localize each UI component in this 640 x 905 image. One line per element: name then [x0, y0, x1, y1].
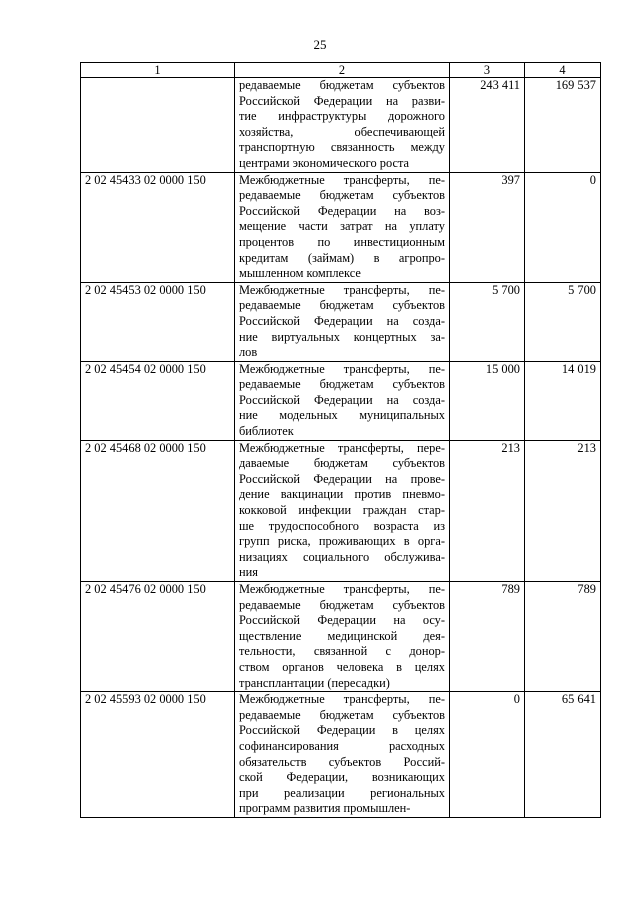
description-line: обязательств субъектов Россий-	[239, 754, 445, 769]
description-line: мышленном комплексе	[239, 266, 361, 281]
description-line: хозяйства, обеспечивающей	[239, 124, 445, 139]
description-line: тие инфраструктуры дорожного	[239, 109, 445, 124]
row-value-col3: 5 700	[450, 282, 525, 361]
table-row	[81, 692, 601, 818]
header-col-2: 2	[235, 63, 450, 78]
row-value-col3: 0	[450, 692, 525, 818]
description-line: библиотек	[239, 424, 294, 439]
description-line: ством органов человека в целях	[239, 659, 445, 674]
description-line: ской Федерации, возникающих	[239, 770, 445, 785]
row-code: 2 02 45453 02 0000 150	[81, 282, 235, 361]
table-row	[81, 78, 601, 173]
description-line: Межбюджетные трансферты, пе-	[239, 282, 445, 297]
description-line: редаваемые бюджетам субъектов	[239, 707, 445, 722]
description-line: Российской Федерации на воз-	[239, 203, 445, 218]
description-line: тельности, связанной с донор-	[239, 644, 445, 659]
row-value-col3: 213	[450, 440, 525, 581]
row-description	[235, 172, 450, 282]
row-description	[235, 582, 450, 692]
row-value-col3: 243 411	[450, 78, 525, 173]
description-line: Российской Федерации на созда-	[239, 392, 445, 407]
row-description	[235, 361, 450, 440]
description-line: трансплантации (пересадки)	[239, 675, 390, 690]
header-col-4: 4	[525, 63, 601, 78]
row-code: 2 02 45433 02 0000 150	[81, 172, 235, 282]
description-line: мещение части затрат на уплату	[239, 219, 445, 234]
description-line: ществление медицинской дея-	[239, 628, 445, 643]
description-line: редаваемые бюджетам субъектов	[239, 377, 445, 392]
table-row	[81, 361, 601, 440]
row-value-col4: 5 700	[525, 282, 601, 361]
row-value-col3: 15 000	[450, 361, 525, 440]
description-line: ние виртуальных концертных за-	[239, 329, 445, 344]
description-line: даваемые бюджетам субъектов	[239, 456, 445, 471]
budget-table	[80, 62, 601, 818]
row-value-col4: 65 641	[525, 692, 601, 818]
description-line: Межбюджетные трансферты, пе-	[239, 582, 445, 596]
description-line: Российской Федерации на прове-	[239, 471, 445, 486]
description-line: ше трудоспособного возраста из	[239, 518, 445, 533]
page-number: 25	[313, 37, 327, 52]
description-line: Межбюджетные трансферты, пе-	[239, 361, 445, 376]
row-code: 2 02 45468 02 0000 150	[81, 440, 235, 581]
table-row	[81, 282, 601, 361]
description-line: дение вакцинации против пневмо-	[239, 487, 445, 502]
header-col-3: 3	[450, 63, 525, 78]
table-row	[81, 582, 601, 692]
description-line: софинансирования расходных	[239, 738, 445, 753]
row-code: 2 02 45593 02 0000 150	[81, 692, 235, 818]
header-row	[81, 63, 601, 78]
row-value-col3: 397	[450, 172, 525, 282]
description-line: редаваемые бюджетам субъектов	[239, 78, 445, 92]
description-line: Российской Федерации на осу-	[239, 613, 445, 628]
description-line: транспортную связанность между	[239, 140, 445, 155]
description-line: при реализации региональных	[239, 785, 445, 800]
row-value-col3: 789	[450, 582, 525, 692]
row-value-col4: 789	[525, 582, 601, 692]
description-line: Межбюджетные трансферты, пере-	[239, 440, 445, 455]
table-row	[81, 440, 601, 581]
description-line: Российской Федерации на созда-	[239, 313, 445, 328]
header-col-1: 1	[81, 63, 235, 78]
description-line: кредитам (займам) в агропро-	[239, 250, 445, 265]
description-line: центрами экономического роста	[239, 155, 410, 170]
description-line: ния	[239, 565, 258, 580]
row-description	[235, 282, 450, 361]
description-line: редаваемые бюджетам субъектов	[239, 188, 445, 203]
row-value-col4: 14 019	[525, 361, 601, 440]
description-line: процентов по инвестиционным	[239, 234, 445, 249]
row-value-col4: 213	[525, 440, 601, 581]
description-line: групп риска, проживающих в орга-	[239, 534, 445, 549]
description-line: Российской Федерации в целях	[239, 723, 445, 738]
description-line: Межбюджетные трансферты, пе-	[239, 172, 445, 187]
row-description	[235, 692, 450, 818]
description-line: лов	[239, 345, 258, 360]
row-description	[235, 78, 450, 173]
row-code	[81, 78, 235, 173]
row-value-col4: 169 537	[525, 78, 601, 173]
description-line: программ развития промышлен-	[239, 801, 411, 816]
description-line: Межбюджетные трансферты, пе-	[239, 692, 445, 707]
description-line: кокковой инфекции граждан стар-	[239, 503, 445, 518]
table-body	[81, 78, 601, 818]
row-code: 2 02 45476 02 0000 150	[81, 582, 235, 692]
description-line: Российской Федерации на разви-	[239, 93, 445, 108]
description-line: редаваемые бюджетам субъектов	[239, 298, 445, 313]
description-line: редаваемые бюджетам субъектов	[239, 597, 445, 612]
row-description	[235, 440, 450, 581]
row-code: 2 02 45454 02 0000 150	[81, 361, 235, 440]
description-line: ние модельных муниципальных	[239, 408, 445, 423]
table-row	[81, 172, 601, 282]
description-line: низациях социального обслужива-	[239, 549, 445, 564]
row-value-col4: 0	[525, 172, 601, 282]
